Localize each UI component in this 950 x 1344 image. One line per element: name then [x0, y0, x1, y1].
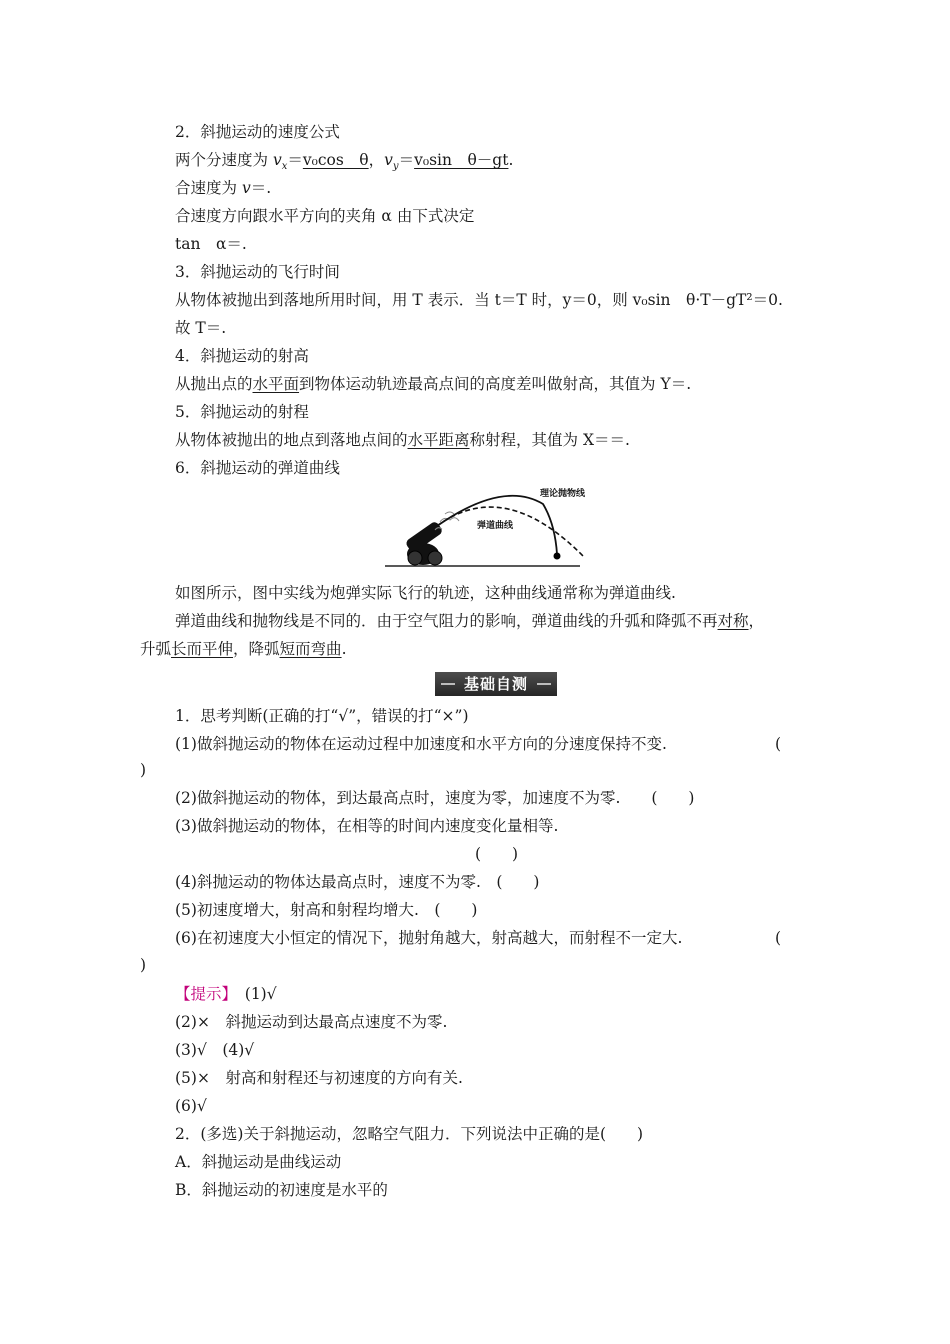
- hint-line-5: (6)√: [175, 1097, 207, 1115]
- question-2-stem: 2．(多选)关于斜抛运动，忽略空气阻力．下列说法中正确的是( ): [175, 1125, 644, 1143]
- tan-formula: tan α＝.: [175, 235, 247, 253]
- underlined-term: 长而平伸: [171, 640, 234, 658]
- symbol-v: v: [384, 151, 393, 169]
- label-ballistic-curve: 弹道曲线: [477, 521, 514, 531]
- component-velocity-line: [175, 150, 513, 177]
- text: ＝: [398, 151, 415, 169]
- vy-formula: v₀sin θ－gt: [414, 151, 509, 169]
- heading-flight-time: 3．斜抛运动的飞行时间: [175, 263, 340, 281]
- heading-max-height: 4．斜抛运动的射高: [175, 347, 309, 365]
- subscript-y: y: [392, 161, 399, 173]
- underlined-term: 水平距离: [407, 431, 470, 449]
- answer-paren-open: (: [775, 929, 782, 947]
- text: ＝.: [250, 179, 272, 197]
- judgement-item-3: (3)做斜抛运动的物体，在相等的时间内速度变化量相等.: [175, 817, 559, 835]
- range-text: [175, 430, 630, 450]
- judgement-item-2: (2)做斜抛运动的物体，到达最高点时，速度为零，加速度不为零. ( ): [175, 789, 695, 807]
- text: (1)√: [229, 985, 277, 1003]
- text: 到物体运动轨迹最高点间的高度差叫做射高，其值为 Y＝.: [299, 375, 692, 393]
- section-title-banner: 基础自测: [435, 672, 557, 696]
- hint-line-4: (5)× 射高和射程还与初速度的方向有关.: [175, 1069, 463, 1087]
- ballistic-explanation-1: [175, 611, 764, 631]
- text: 称射程，其值为 X＝＝.: [469, 431, 630, 449]
- answer-paren-close: ): [140, 761, 147, 779]
- heading-ballistic-curve: 6．斜抛运动的弹道曲线: [175, 459, 340, 477]
- judgement-item-5: (5)初速度增大，射高和射程均增大. ( ): [175, 901, 478, 919]
- flight-time-result: 故 T＝.: [175, 319, 227, 337]
- text: ，: [368, 151, 385, 169]
- hint-line-2: (2)× 斜抛运动到达最高点速度不为零.: [175, 1013, 448, 1031]
- underlined-term: 水平面: [252, 375, 300, 393]
- heading-velocity-formula: 2．斜抛运动的速度公式: [175, 123, 340, 141]
- text: 从抛出点的: [175, 375, 253, 393]
- landing-point: [554, 553, 561, 560]
- max-height-text: [175, 374, 691, 394]
- text: .: [508, 151, 514, 169]
- label-theoretical-parabola: 理论抛物线: [540, 489, 586, 499]
- judgement-item-4: (4)斜抛运动的物体达最高点时，速度不为零. ( ): [175, 873, 540, 891]
- resultant-velocity-line: [175, 178, 271, 198]
- judgement-item-1: (1)做斜抛运动的物体在运动过程中加速度和水平方向的分速度保持不变.: [175, 735, 667, 753]
- subscript-x: x: [281, 161, 288, 173]
- text: ＝: [287, 151, 303, 169]
- symbol-v: v: [241, 179, 251, 197]
- text: 升弧: [140, 640, 172, 658]
- ballistic-figure: [385, 482, 615, 574]
- vx-formula: v₀cos θ: [302, 151, 369, 169]
- underlined-term: 短而弯曲: [279, 640, 342, 658]
- answer-paren-close: ): [140, 956, 147, 974]
- judgement-item-6: (6)在初速度大小恒定的情况下，抛射角越大，射高越大，而射程不一定大.: [175, 929, 683, 947]
- hint-label: 【提示】: [175, 985, 230, 1003]
- angle-description: 合速度方向跟水平方向的夹角 α 由下式决定: [175, 207, 475, 225]
- hint-line-1: [175, 984, 277, 1004]
- text: ，降弧: [233, 640, 280, 658]
- option-a: A．斜抛运动是曲线运动: [175, 1153, 342, 1171]
- text: 从物体被抛出的地点到落地点间的: [175, 431, 408, 449]
- symbol-v: v: [272, 151, 282, 169]
- text: 合速度为: [175, 179, 242, 197]
- text: 弹道曲线和抛物线是不同的．由于空气阻力的影响，弹道曲线的升弧和降弧不再: [175, 612, 718, 630]
- question-1-stem: 1．思考判断(正确的打“√”，错误的打“×”): [175, 707, 469, 725]
- text: 两个分速度为: [175, 151, 273, 169]
- text: .: [341, 640, 347, 658]
- answer-parentheses: ( ): [475, 845, 519, 863]
- underlined-term: 对称: [717, 612, 749, 630]
- cannon-icon: [405, 520, 444, 565]
- figure-description: 如图所示，图中实线为炮弹实际飞行的轨迹，这种曲线通常称为弹道曲线.: [175, 584, 676, 602]
- answer-paren-open: (: [775, 735, 782, 753]
- hint-line-3: (3)√ (4)√: [175, 1041, 255, 1059]
- ballistic-explanation-2: [140, 639, 347, 659]
- flight-time-text: 从物体被抛出到落地所用时间，用 T 表示．当 t＝T 时，y＝0，则 v₀sin θ·T－gT²＝0.: [175, 291, 783, 309]
- option-b: B．斜抛运动的初速度是水平的: [175, 1181, 388, 1199]
- heading-range: 5．斜抛运动的射程: [175, 403, 309, 421]
- text: ，: [748, 612, 765, 630]
- theoretical-parabola: [437, 507, 585, 558]
